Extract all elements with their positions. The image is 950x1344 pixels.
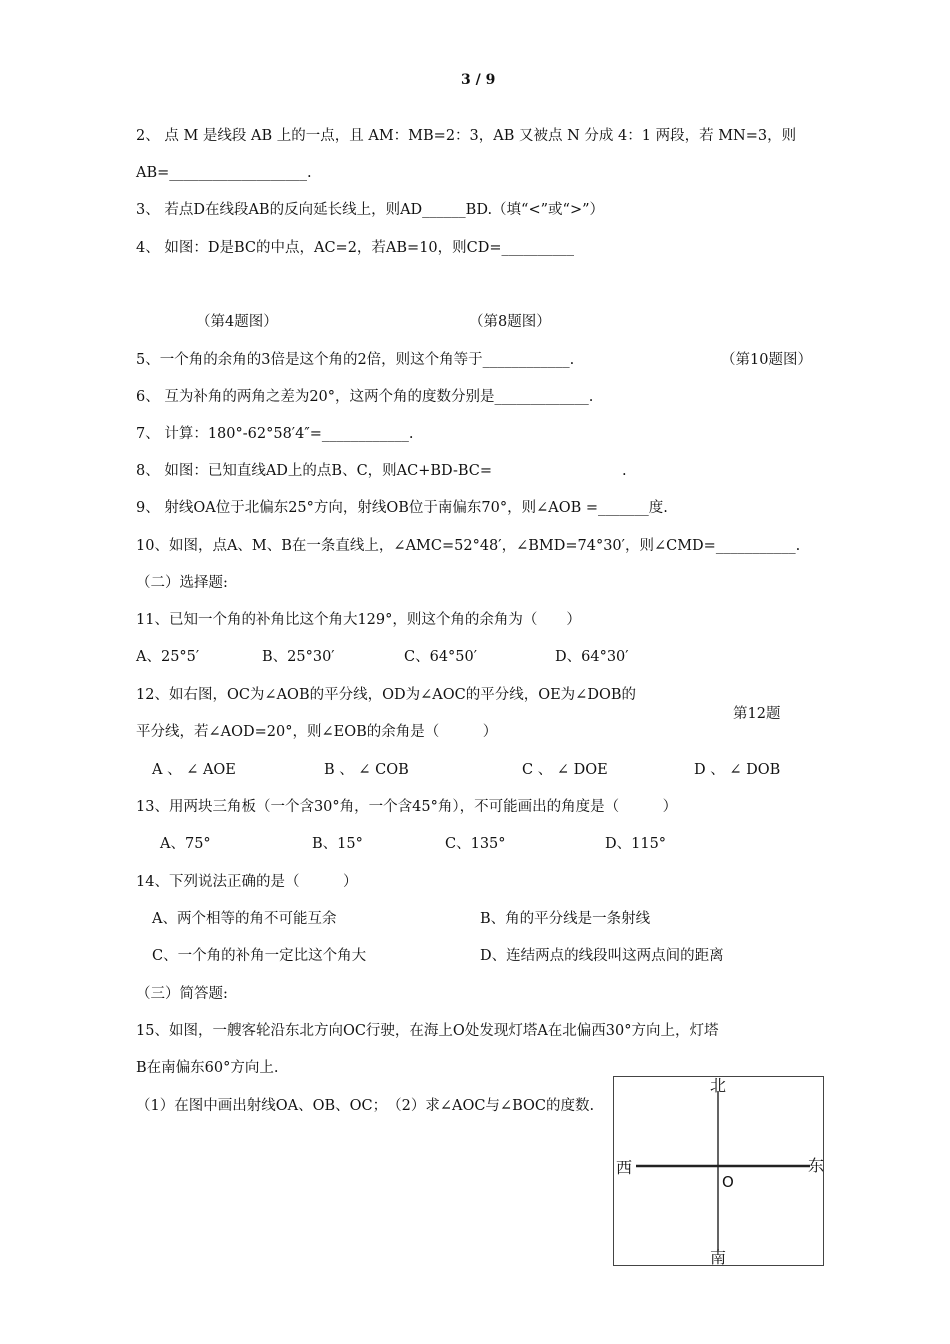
question-13: 13、用两块三角板（一个含30°角，一个含45°角），不可能画出的角度是（ ） [136,799,678,815]
question-13-option-b: B、15° [312,836,363,852]
question-12-option-b: B 、 ∠ COB [324,762,409,778]
question-11-option-a: A、25°5′ [136,649,200,665]
question-14-option-b: B、角的平分线是一条射线 [480,911,651,927]
question-3: 3、 若点D在线段AB的反向延长线上，则AD______BD.（填“<”或“>”） [136,202,605,218]
origin-label: O [722,1173,734,1191]
figure-12-caption: 第12题 [733,706,781,722]
question-7: 7、 计算：180°-62°58′4″=____________. [136,426,414,442]
question-9: 9、 射线OA位于北偏东25°方向，射线OB位于南偏东70°，则∠AOB =_______度. [136,500,668,516]
question-4: 4、 如图：D是BC的中点，AC=2，若AB=10，则CD=__________ [136,240,575,256]
question-2-line-1: 2、 点 M 是线段 AB 上的一点，且 AM：MB=2：3，AB 又被点 N 分成 4：1 两段，若 MN=3，则 [136,128,797,144]
compass-axes [614,1077,825,1267]
question-8: 8、 如图：已知直线AD上的点B、C，则AC+BD-BC= [136,463,493,479]
question-14-option-a: A、两个相等的角不可能互余 [152,911,337,927]
question-13-option-c: C、135° [445,836,506,852]
question-12-option-c: C 、 ∠ DOE [522,762,608,778]
question-11: 11、已知一个角的补角比这个角大129°，则这个角的余角为（ ） [136,612,581,628]
figure-4-caption: （第4题图） [196,314,278,330]
question-15-line-3: （1）在图中画出射线OA、OB、OC； （2）求∠AOC与∠BOC的度数. [136,1098,595,1114]
question-6: 6、 互为补角的两角之差为20°，这两个角的度数分别是_____________. [136,389,594,405]
question-13-option-d: D、115° [605,836,667,852]
question-11-option-b: B、25°30′ [262,649,335,665]
section-3-heading: （三）简答题: [136,986,228,1002]
figure-8-caption: （第8题图） [469,314,551,330]
north-label: 北 [710,1076,727,1095]
question-15-line-1: 15、如图，一艘客轮沿东北方向OC行驶，在海上O处发现灯塔A在北偏西30°方向上，灯塔 [136,1023,719,1039]
question-10: 10、如图，点A、M、B在一条直线上，∠AMC=52°48′，∠BMD=74°30′，则∠CMD=___________. [136,538,801,554]
figure-10-caption: （第10题图） [721,352,812,368]
compass-figure [613,1076,824,1266]
question-2-line-2: AB=___________________. [136,165,312,181]
question-12-line-1: 12、如右图，OC为∠AOB的平分线，OD为∠AOC的平分线，OE为∠DOB的 [136,687,637,703]
east-label: 东 [808,1156,825,1175]
question-15-line-2: B在南偏东60°方向上. [136,1060,279,1076]
section-2-heading: （二）选择题: [136,575,228,591]
question-12-line-2: 平分线，若∠AOD=20°，则∠EOB的余角是（ ） [136,724,498,740]
question-13-option-a: A、75° [160,836,211,852]
question-11-option-d: D、64°30′ [555,649,629,665]
page-number: 3 / 9 [461,72,496,88]
question-12-option-d: D 、 ∠ DOB [694,762,781,778]
question-11-option-c: C、64°50′ [404,649,478,665]
question-8-end: . [622,463,627,479]
question-5: 5、一个角的余角的3倍是这个角的2倍，则这个角等于____________. [136,352,575,368]
question-14-option-d: D、连结两点的线段叫这两点间的距离 [480,948,724,964]
south-label: 南 [710,1248,727,1267]
question-14-option-c: C、一个角的补角一定比这个角大 [152,948,367,964]
west-label: 西 [616,1158,633,1177]
question-14: 14、下列说法正确的是（ ） [136,874,358,890]
question-12-option-a: A 、 ∠ AOE [152,762,236,778]
